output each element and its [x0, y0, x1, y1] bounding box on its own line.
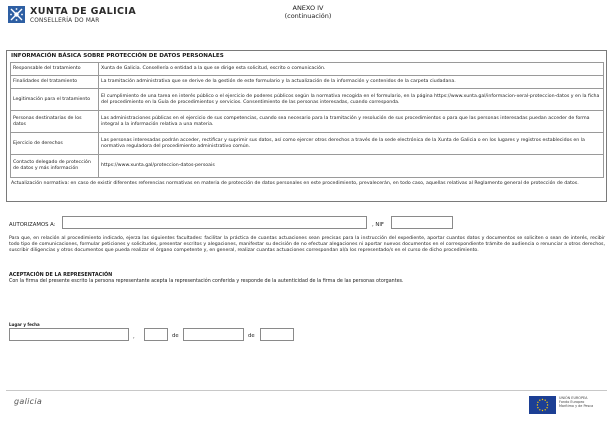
- annex-continuation: (continuación): [284, 12, 332, 20]
- table-key: Responsable del tratamiento: [11, 63, 99, 76]
- table-value: La tramitación administrativa que se derive de la gestión de este formulario y la actualización de la información y contenidos de la carpeta ciudadana.: [99, 76, 604, 89]
- de-label-1: de: [172, 333, 179, 339]
- eu-line-3: Marítimo y de Pesca: [559, 404, 594, 409]
- de-label-2: de: [248, 333, 255, 339]
- nif-label: , NIF: [372, 222, 384, 228]
- table-key: Contacto delegado de protección de datos y más información: [11, 155, 99, 178]
- table-key: Ejercicio de derechos: [11, 133, 99, 155]
- data-protection-table: [10, 62, 604, 178]
- table-row: [11, 76, 604, 89]
- table-value: Las personas interesadas podrán acceder, rectificar y suprimir sus datos, así como ejercer otros derechos a través de la sede electrónica de la Xunta de Galicia o en los lugares y registros establecidos en la normativa reguladora del procedimiento administrativo común.: [99, 133, 604, 155]
- org-name: XUNTA DE GALICIA: [30, 6, 137, 17]
- table-value: El cumplimiento de una tarea en interés público o el ejercicio de poderes públicos según la normativa recogida en el formulario, en la página https://www.xunta.gal/informacion-xeral-proteccion-datos y en la ficha del procedimiento en la Guía de procedimientos y servicios. Consentimiento de las personas interesadas, cuando corresponda.: [99, 89, 604, 111]
- table-key: Finalidades del tratamiento: [11, 76, 99, 89]
- department-name: CONSELLERÍA DO MAR: [30, 18, 100, 24]
- authorize-label: AUTORIZAMOS A:: [9, 222, 56, 228]
- annex-heading: [260, 4, 356, 20]
- data-protection-section: [6, 50, 607, 202]
- table-row: [11, 155, 604, 178]
- acceptance-title: ACEPTACIÓN DE LA REPRESENTACIÓN: [9, 272, 113, 278]
- data-protection-title: INFORMACIÓN BÁSICA SOBRE PROTECCIÓN DE DATOS PERSONALES: [11, 53, 224, 59]
- table-value: https://www.xunta.gal/proteccion-datos-persoais: [99, 155, 604, 178]
- place-field[interactable]: [9, 328, 129, 341]
- eu-flag-icon: [529, 396, 556, 414]
- xunta-logo-icon: [8, 6, 25, 23]
- table-row: [11, 89, 604, 111]
- annex-title: ANEXO IV: [292, 4, 324, 12]
- eu-funding-text: [559, 396, 593, 409]
- table-key: Personas destinatarias de los datos: [11, 111, 99, 133]
- footer-divider: [6, 390, 607, 391]
- table-key: Legitimación para el tratamiento: [11, 89, 99, 111]
- place-comma: ,: [133, 334, 135, 340]
- table-row: [11, 63, 604, 76]
- faculties-paragraph: Para que, en relación al procedimiento indicado, ejerza las siguientes facultades: facilitar la práctica de cuantas actuaciones sean precisas para la instrucción del expediente, aportar cuantos datos y documentos se soliciten o sean de interés, recibir todo tipo de comunicaciones, formular peticiones y solicitudes, presentar escritos y alegaciones, manifestar su decisión de no efectuar alegaciones ni aportar nuevos documentos en el correspondiente trámite de audiencia o renunciar a otros derechos, suscribir diligencias y otros documentos que pueda realizar el órgano competente y, en general, realizar cuantas actuaciones correspondan al/a los representado/s en el curso de dicho procedimiento.: [9, 236, 605, 253]
- authorized-name-field[interactable]: [62, 216, 367, 229]
- table-value: Las administraciones públicas en el ejercicio de sus competencias, cuando sea necesario para la tramitación y resolución de sus procedimientos o para que las personas interesadas puedan acceder de forma integral a la información relativa a una materia.: [99, 111, 604, 133]
- year-field[interactable]: [260, 328, 294, 341]
- day-field[interactable]: [144, 328, 168, 341]
- eu-line-1: UNIÓN EUROPEA: [559, 396, 588, 400]
- table-row: [11, 111, 604, 133]
- acceptance-text: Con la firma del presente escrito la persona representante acepta la representación conferida y responde de la autenticidad de la firma de las personas otorgantes.: [9, 279, 404, 284]
- regulation-update-note: Actualización normativa: en caso de existir diferentes referencias normativas en materia de protección de datos personales en este procedimiento, prevalecerán, en todo caso, aquellas relativas al Reglamento general de protección de datos.: [11, 181, 579, 186]
- eu-line-2: Fondo Europeo: [559, 400, 585, 405]
- nif-field[interactable]: [391, 216, 453, 229]
- table-row: [11, 133, 604, 155]
- galicia-logo: galicia: [14, 397, 43, 406]
- place-date-label: Lugar y fecha: [9, 322, 40, 327]
- table-value: Xunta de Galicia. Consellería o entidad a la que se dirige esta solicitud, escrito o comunicación.: [99, 63, 604, 76]
- month-field[interactable]: [183, 328, 244, 341]
